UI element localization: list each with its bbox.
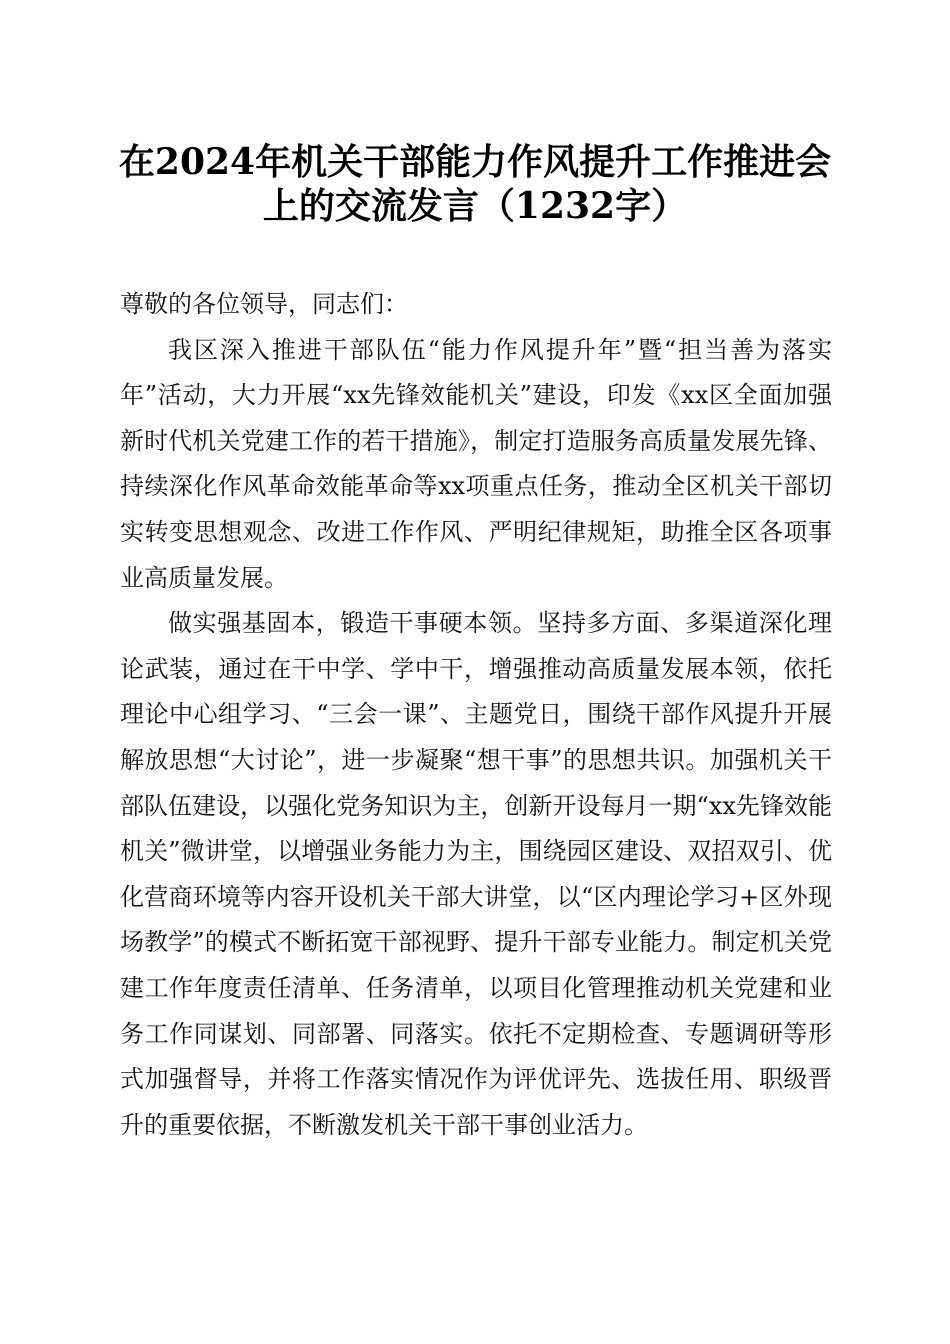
salutation: 尊敬的各位领导，同志们：	[120, 290, 408, 318]
document-body	[120, 282, 832, 1148]
document-title	[100, 140, 850, 228]
paragraph-foundation: 做实强基固本，锻造干事硬本领。坚持多方面、多渠道深化理论武装，通过在干中学、学中干，增强推动高质量发展本领，依托理论中心组学习、“三会一课”、主题党日，围绕干部作风提升开展解放思想“大讨论”，进一步凝聚“想干事”的思想共识。加强机关干部队伍建设，以强化党务知识为主，创新开设每月一期“xx先锋效能机关”微讲堂，以增强业务能力为主，围绕园区建设、双招双引、优化营商环境等内容开设机关干部大讲堂，以“区内理论学习+区外现场教学”的模式不断拓宽干部视野、提升干部专业能力。制定机关党建工作年度责任清单、任务清单，以项目化管理推动机关党建和业务工作同谋划、同部署、同落实。依托不定期检查、专题调研等形式加强督导，并将工作落实情况作为评优评先、选拔任用、职级晋升的重要依据，不断激发机关干部干事创业活力。	[120, 609, 832, 1139]
paragraph-intro: 我区深入推进干部队伍“能力作风提升年”暨“担当善为落实年”活动，大力开展“xx先锋效能机关”建设，印发《xx区全面加强新时代机关党建工作的若干措施》，制定打造服务高质量发展先锋、持续深化作风革命效能革命等xx项重点任务，推动全区机关干部切实转变思想观念、改进工作作风、严明纪律规矩，助推全区各项事业高质量发展。	[120, 335, 832, 592]
title-line-1: 在2024年机关干部能力作风提升工作推进会	[118, 141, 832, 183]
title-line-2: 上的交流发言（1232字）	[262, 185, 688, 227]
